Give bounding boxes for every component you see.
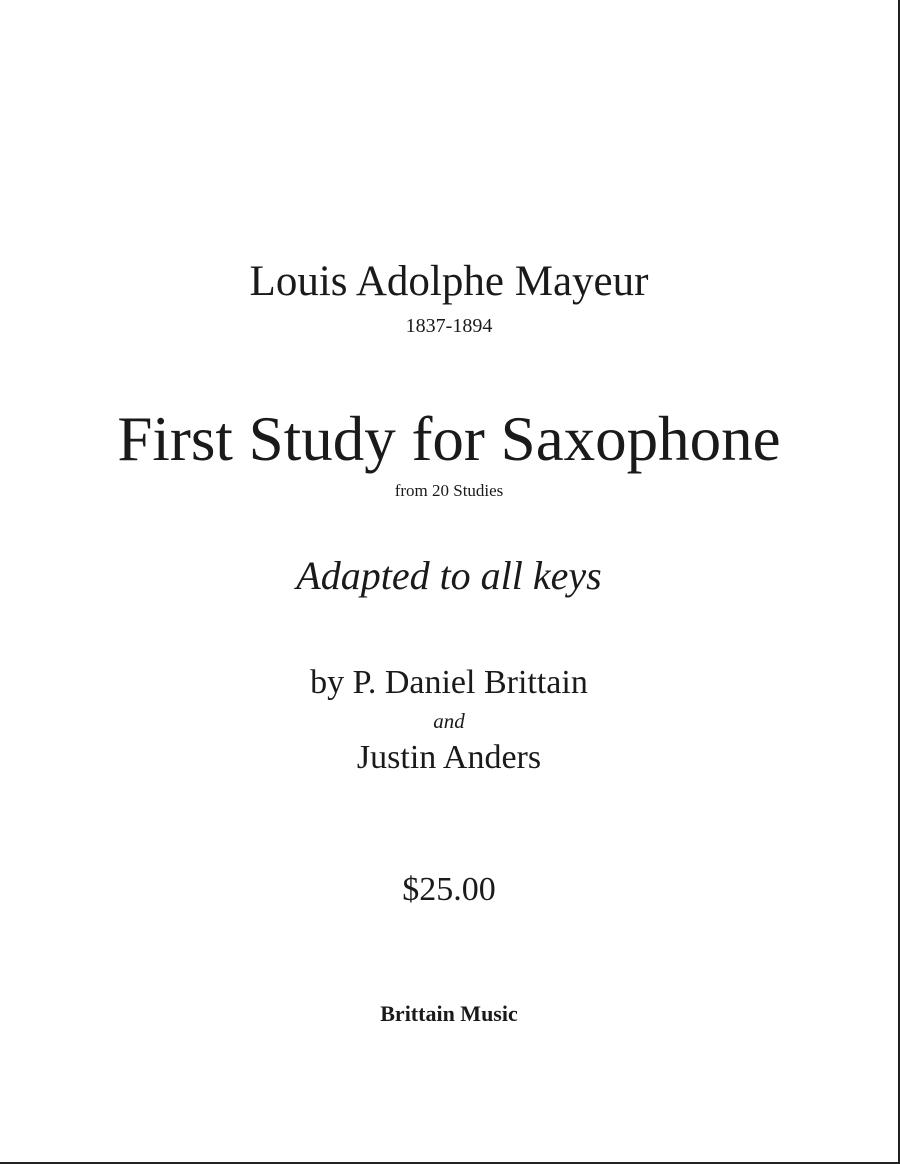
credit-by-line: by P. Daniel Brittain [310,664,588,701]
credit-second-author: Justin Anders [356,739,542,776]
work-title: First Study for Saxophone [117,404,781,474]
credit-conjunction: and [433,709,465,733]
work-source: from 20 Studies [394,481,504,500]
work-subtitle: Adapted to all keys [296,553,602,598]
composer-dates: 1837-1894 [405,315,493,337]
composer-name: Louis Adolphe Mayeur [249,258,649,305]
price-label: $25.00 [402,871,496,908]
publisher-name: Brittain Music [380,1001,518,1026]
